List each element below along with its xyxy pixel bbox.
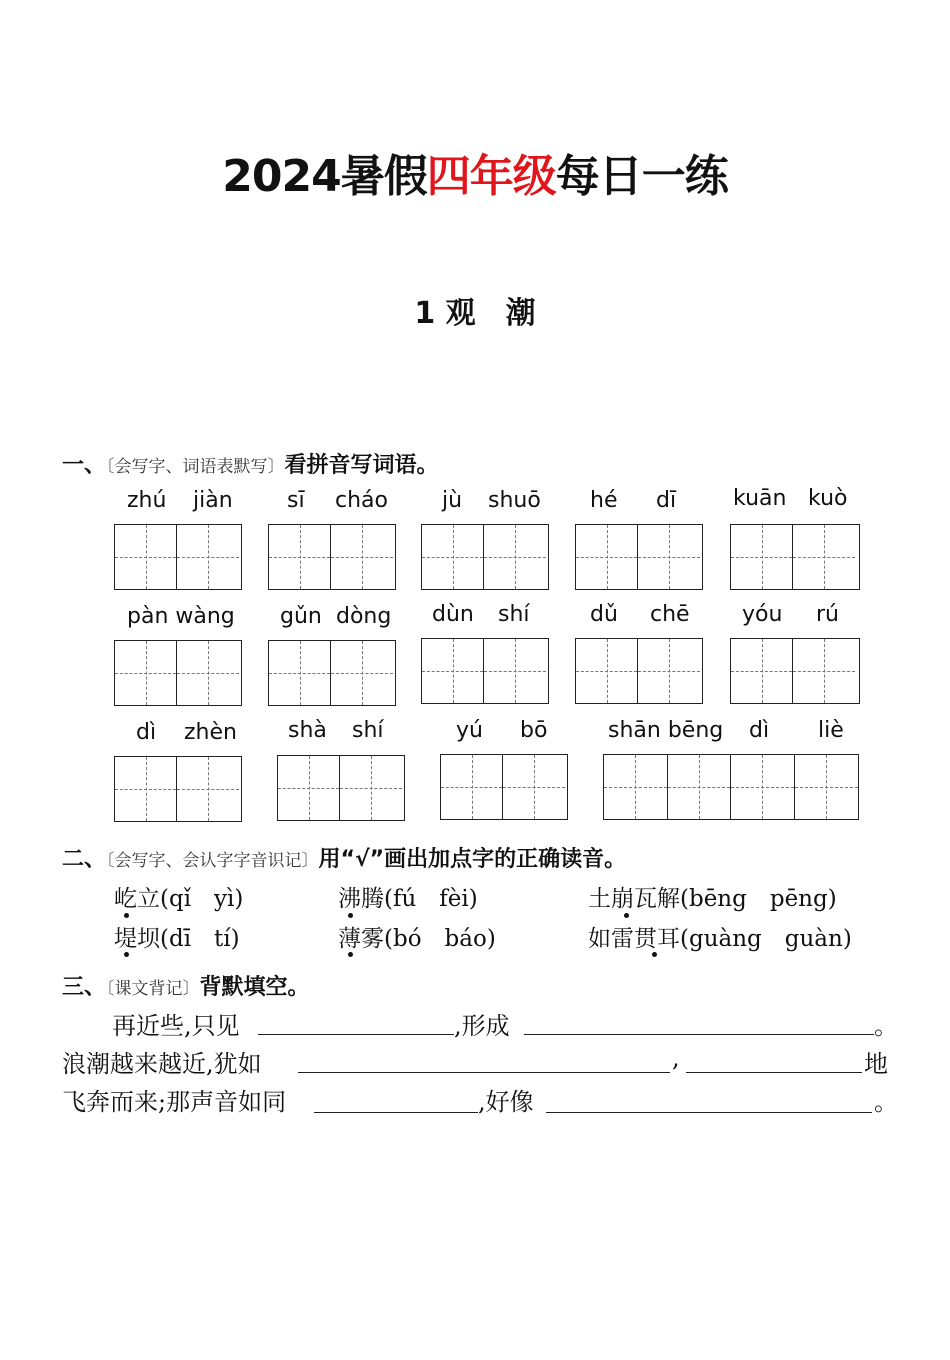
section3-heading: [62, 970, 310, 1001]
pinyin-syllable: kuò: [808, 486, 848, 511]
pronunciation-item[interactable]: 屹立(qǐ yì): [114, 886, 244, 912]
emphasis-dot: [124, 913, 129, 918]
writing-grid[interactable]: [268, 524, 396, 590]
recite-text: 。: [874, 1012, 898, 1040]
recite-text: ,: [672, 1044, 680, 1072]
pronunciation-item[interactable]: 土崩瓦解(bēng pēng): [588, 886, 837, 912]
lesson-title: 1 观 潮: [414, 296, 536, 331]
recite-text: ,好像: [478, 1088, 534, 1116]
pinyin-syllable: shí: [352, 718, 384, 743]
section1-instruction: 看拼音写词语。: [284, 453, 439, 478]
writing-grid[interactable]: [730, 638, 860, 704]
section1-heading: [62, 448, 439, 479]
fill-blank[interactable]: [686, 1072, 862, 1073]
pinyin-syllable: yóu: [742, 602, 783, 627]
pinyin-syllable: liè: [818, 718, 844, 743]
emphasis-dot: [624, 913, 629, 918]
pronunciation-item[interactable]: 如雷贯耳(guàng guàn): [588, 926, 852, 952]
pinyin-syllable: zhú: [127, 488, 167, 513]
pinyin-syllable: dī: [656, 488, 677, 513]
pinyin-syllable: dòng: [336, 604, 392, 629]
section2-tag: 〔会写字、会认字字音识记〕: [106, 851, 319, 871]
emphasis-dot: [348, 952, 353, 957]
section2-instruction: 用“√”画出加点字的正确读音。: [318, 847, 627, 872]
section1-num: 一、: [62, 453, 107, 478]
page-title: [0, 140, 950, 204]
recite-text: 。: [874, 1088, 898, 1116]
pronunciation-item[interactable]: 堤坝(dī tí): [114, 926, 240, 952]
writing-grid[interactable]: [603, 754, 859, 820]
section3-tag: 〔课文背记〕: [106, 979, 200, 999]
pinyin-syllable: dì: [749, 718, 770, 743]
writing-grid[interactable]: [440, 754, 568, 820]
pinyin-syllable: dùn: [432, 602, 474, 627]
title-prefix: 2024暑假: [222, 151, 427, 202]
section2-num: 二、: [62, 847, 107, 872]
pinyin-syllable: dǔ: [590, 602, 618, 627]
recite-text: 再近些,只见: [112, 1012, 240, 1040]
pronunciation-item[interactable]: 薄雾(bó báo): [338, 926, 496, 952]
pinyin-syllable: shān bēng: [608, 718, 724, 743]
writing-grid[interactable]: [575, 638, 703, 704]
pinyin-syllable: kuān: [733, 486, 787, 511]
section3-num: 三、: [62, 975, 107, 1000]
pinyin-syllable: shuō: [488, 488, 541, 513]
pinyin-syllable: shí: [498, 602, 530, 627]
pinyin-syllable: rú: [816, 602, 839, 627]
pinyin-syllable: sī: [287, 488, 305, 513]
pinyin-syllable: hé: [590, 488, 618, 513]
pinyin-syllable: dì: [136, 720, 157, 745]
emphasis-dot: [348, 913, 353, 918]
fill-blank[interactable]: [524, 1034, 874, 1035]
recite-text: 地: [864, 1050, 888, 1078]
writing-grid[interactable]: [421, 638, 549, 704]
writing-grid[interactable]: [114, 524, 242, 590]
writing-grid[interactable]: [421, 524, 549, 590]
writing-grid[interactable]: [114, 756, 242, 822]
pinyin-syllable: shà: [288, 718, 327, 743]
recite-text: 浪潮越来越近,犹如: [62, 1050, 262, 1078]
pinyin-syllable: bō: [520, 718, 548, 743]
pinyin-syllable: zhèn: [184, 720, 237, 745]
pinyin-syllable: chē: [650, 602, 690, 627]
pinyin-syllable: pàn wàng: [127, 604, 235, 629]
pinyin-syllable: cháo: [335, 488, 388, 513]
pinyin-syllable: jiàn: [193, 488, 233, 513]
emphasis-dot: [652, 952, 657, 957]
fill-blank[interactable]: [258, 1034, 454, 1035]
fill-blank[interactable]: [298, 1072, 670, 1073]
writing-grid[interactable]: [730, 524, 860, 590]
pronunciation-item[interactable]: 沸腾(fú fèi): [338, 886, 478, 912]
writing-grid[interactable]: [277, 755, 405, 821]
pinyin-syllable: jù: [442, 488, 463, 513]
pinyin-syllable: yú: [456, 718, 483, 743]
section1-tag: 〔会写字、词语表默写〕: [106, 457, 285, 477]
fill-blank[interactable]: [546, 1112, 872, 1113]
section2-heading: [62, 842, 626, 873]
title-suffix: 每日一练: [555, 151, 728, 202]
fill-blank[interactable]: [314, 1112, 478, 1113]
section3-instruction: 背默填空。: [199, 975, 310, 1000]
writing-grid[interactable]: [575, 524, 703, 590]
writing-grid[interactable]: [114, 640, 242, 706]
recite-text: 飞奔而来;那声音如同: [62, 1088, 287, 1116]
emphasis-dot: [124, 952, 129, 957]
title-highlight: 四年级: [426, 151, 556, 202]
recite-text: ,形成: [454, 1012, 510, 1040]
pinyin-syllable: gǔn: [280, 604, 322, 629]
writing-grid[interactable]: [268, 640, 396, 706]
